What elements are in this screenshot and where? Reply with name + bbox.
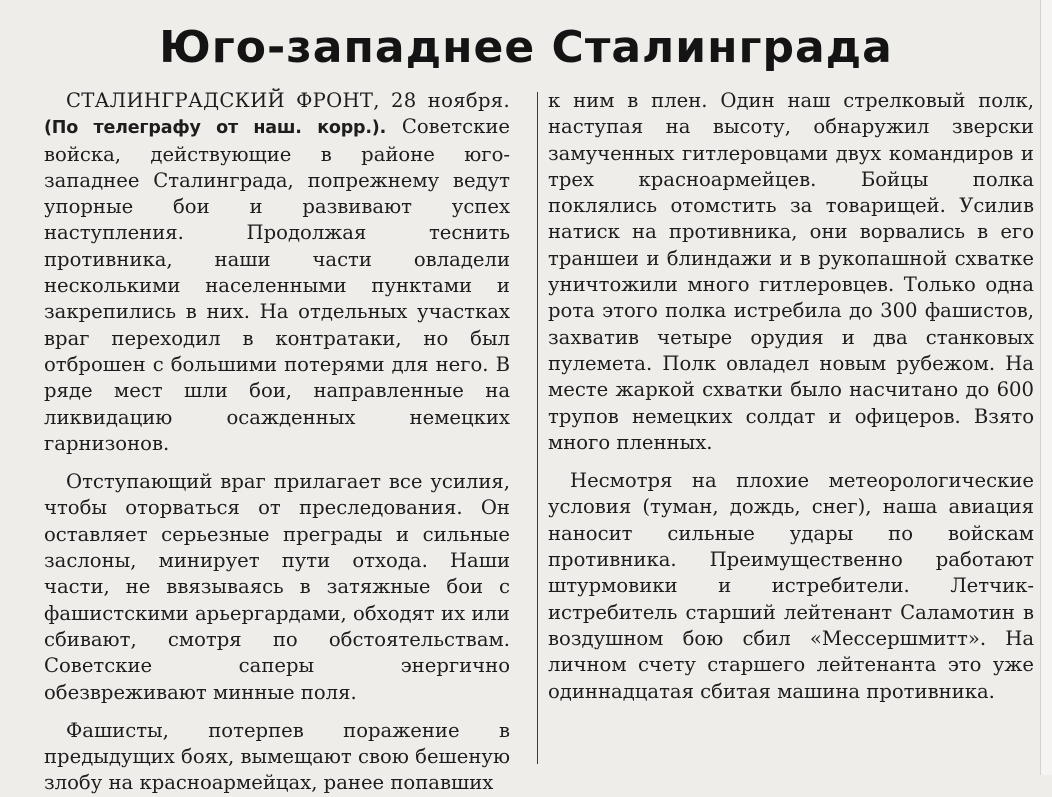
paragraph-2: Отступающий враг прилагает все усилия, чтобы оторваться от преследования. Он оставляет серьезные преграды и сильные заслоны, минирует пути отхода. Наши части, не ввязываясь в затяжные бои с фашистскими арьергардами, обходят их или сбивают, смотря по обстоятельствам. Советские саперы энергично обезвреживают минные поля.	[44, 470, 510, 704]
dateline: СТАЛИНГРАДСКИЙ ФРОНТ, 28 ноября.	[66, 89, 510, 112]
paragraph-1-body: Советские войска, действующие в районе юго-западнее Сталинграда, попрежнему ведут упорные бои и развивают успех наступления. Продолжая теснить противника, наши части овладели несколькими населенными пунктами и закрепились в них. На отдельных участках враг переходил в контратаки, но был отброшен с большими потерями для него. В ряде мест шли бои, направленные на ликвидацию осажденных немецких гарнизонов.	[44, 115, 510, 455]
paragraph-1	[44, 88, 510, 457]
column-divider	[537, 92, 538, 764]
source-note: (По телеграфу от наш. корр.).	[44, 118, 387, 139]
headline: Юго-западнее Сталинграда	[159, 22, 893, 73]
paragraph-3-continued: к ним в плен. Один наш стрелковый полк, наступая на высоту, обнаружил зверски замученных гитлеровцами двух командиров и трех красноармейцев. Бойцы полка поклялись отомстить за товарищей. Усилив натиск на противника, они ворвались в его траншеи и блиндажи и в рукопашной схватке уничтожили много гитлеровцев. Только одна рота этого полка истребила до 300 фашистов, захватив четыре орудия и два станковых пулемета. Полк овладел новым рубежом. На месте жаркой схватки было насчитано до 600 трупов немецких солдат и офицеров. Взято много пленных.	[548, 89, 1034, 454]
article-column-left	[44, 88, 510, 797]
page-edge	[1040, 0, 1052, 775]
article-column-right	[548, 88, 1034, 705]
paragraph-4: Несмотря на плохие метеорологические условия (туман, дождь, снег), наша авиация наносит сильные удары по войскам противника. Преимущественно работают штурмовики и истребители. Летчик-истребитель старший лейтенант Саламотин в воздушном бою сбил «Мессершмитт». На личном счету старшего лейтенанта это уже одиннадцатая сбитая машина противника.	[548, 469, 1034, 703]
paragraph-3-start: Фашисты, потерпев поражение в предыдущих боях, вымещают свою бешеную злобу на красноармейцах, ранее попавших	[44, 718, 510, 795]
